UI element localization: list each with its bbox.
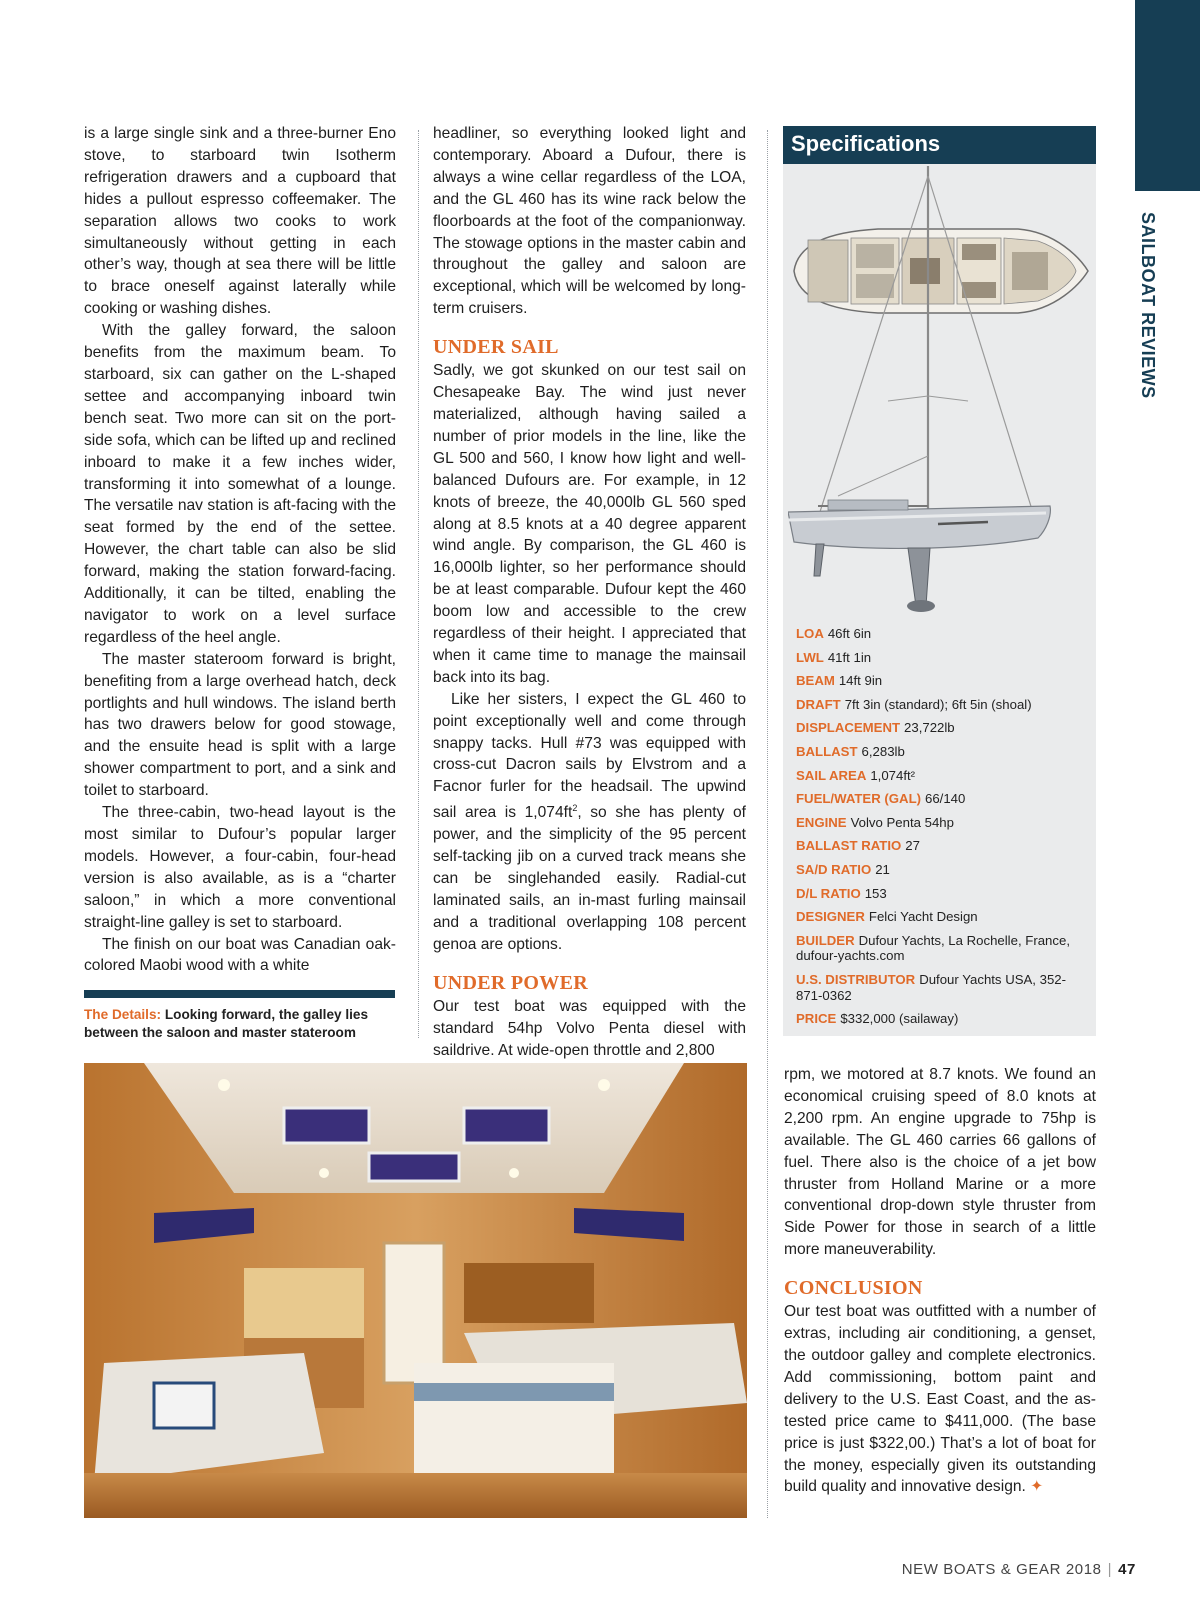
col1-paragraph: The three-cabin, two-head layout is the most similar to Dufour’s popular larger models. However, a four-cabin, four-head version is also available, as is a “charter saloon,” in which a more conventional straight-line galley is set to starboard. [84,804,396,931]
caption-lead: The Details: [84,1007,162,1022]
spec-value: 41ft 1in [827,649,872,665]
spec-row [796,720,1086,736]
spec-row [796,768,1086,784]
spec-row [796,838,1086,854]
spec-row [796,972,1086,1003]
col2-text: Like her sisters, I expect the GL 460 to point exceptionally well and come through snappy tacks. Hull #73 was equipped with cross-cut Dacron sails by Elvstrom and a Facnor furler for the headsail. The upwind sail area is 1,074ft [433,690,746,822]
section-tab [1135,0,1200,191]
col2-paragraph: Sadly, we got skunked on our test sail on Chesapeake Bay. The wind just never materialized, although having sailed a number of prior models in the line, like the GL 500 and 560, I know how light and well-balanced Dufours are. For example, in 12 knots of breeze, the 40,000lb GL 560 sped along at 8.5 knots at a 40 degree apparent wind angle. By comparison, the GL 460 is 16,000lb lighter, so her performance should be at least comparable. Dufour kept the 460 boom low and accessible to the crew regardless of their height. I appreciated that when it came time to manage the mainsail back into its bag. [433,362,746,686]
hull-profile [788,500,1050,612]
spec-key: U.S. DISTRIBUTOR [796,971,916,987]
caption-text: Looking forward, the galley lies between the saloon and master stateroom [84,1007,369,1040]
spec-key: BALLAST [796,743,858,759]
spec-key: BEAM [796,673,835,689]
col1-paragraph: The finish on our boat was Canadian oak-colored Maobi wood with a white [84,935,396,975]
specifications-header [783,126,1096,164]
spec-value: 21 [875,861,890,877]
column-3 [784,1064,1096,1498]
spec-value: Dufour Yachts, La Rochelle, France, dufour-yachts.com [796,932,1070,964]
page-number: 47 [1118,1561,1136,1578]
spec-value: Volvo Penta 54hp [850,814,954,830]
spec-key: D/L RATIO [796,885,861,901]
col3-text: Our test boat was outfitted with a number of extras, including air conditioning, a genset, the outdoor galley and complete electronics. Add commissioning, bottom paint and delivery to the U.S. East Coast, and the as-tested price came to $411,000. (The base price is just $322,00.) That’s a lot of boat for the money, especially given its outstanding build quality and innovative design. [784,1303,1096,1496]
column-divider [418,130,419,1038]
column-1 [84,123,396,977]
spec-row [796,697,1086,713]
col3-paragraph [784,1301,1096,1498]
spec-value: Dufour Yachts USA, 352-871-0362 [796,971,1067,1003]
specifications-list [796,626,1086,1035]
rigging [818,166,1034,526]
spec-key: PRICE [796,1011,837,1027]
spec-key: ENGINE [796,814,847,830]
yacht-drawing [788,166,1091,624]
subhead-conclusion: CONCLUSION [784,1277,923,1300]
end-mark-icon: ✦ [1030,1478,1044,1496]
col1-paragraph: The master stateroom forward is bright, benefiting from a large overhead hatch, deck portlights and hull windows. The island berth has two drawers below for good stowage, and the ensuite head is split with a large shower compartment to port, and a sink and toilet to starboard. [84,650,396,800]
spec-row [796,650,1086,666]
spec-value: Felci Yacht Design [868,909,978,925]
interior-photo [84,1063,747,1518]
spec-value: 66/140 [925,791,966,807]
spec-key: DESIGNER [796,909,865,925]
column-divider [767,130,768,1518]
spec-key: SAIL AREA [796,767,867,783]
spec-key: LWL [796,649,824,665]
superscript: 2 [572,803,578,814]
specifications-title: Specifications [791,131,941,156]
spec-row [796,791,1086,807]
spec-key: DISPLACEMENT [796,720,901,736]
spec-row [796,1011,1086,1027]
col2-paragraph: Our test boat was equipped with the standard 54hp Volvo Penta diesel with saildrive. At wide-open throttle and 2,800 [433,997,746,1059]
col2-paragraph [433,689,746,956]
spec-value: 1,074ft² [870,767,916,783]
spec-row [796,862,1086,878]
spec-value: 46ft 6in [827,626,872,641]
spec-key: LOA [796,626,824,641]
spec-value: 27 [905,838,920,854]
spec-value: 7ft 3in (standard); 6ft 5in (shoal) [844,696,1032,712]
page-footer [902,1561,1136,1578]
col2-text: , so she has plenty of power, and the simplicity of the 95 percent self-tacking jib on a curved track means she can be singlehanded easily. Radial-cut laminated sails, an in-mast furling mainsail and a traditional overlapping 108 percent genoa are options. [433,804,746,953]
section-label: SAILBOAT REVIEWS [1138,212,1158,399]
spec-value: 14ft 9in [838,673,883,689]
spec-row [796,626,1086,642]
spec-row [796,886,1086,902]
spec-key: BALLAST RATIO [796,838,902,854]
spec-row [796,815,1086,831]
column-2 [433,123,746,1062]
spec-row [796,909,1086,925]
spec-value: 6,283lb [861,743,905,759]
publication-name: NEW BOATS & GEAR 2018 [901,1561,1102,1578]
footer-separator: | [1107,1561,1113,1578]
spec-key: FUEL/WATER (GAL) [796,791,922,807]
spec-key: SA/D RATIO [796,861,872,877]
col2-paragraph: headliner, so everything looked light and contemporary. Aboard a Dufour, there is always a wine cellar regardless of the LOA, and the GL 460 has its wine rack below the floorboards at the foot of the companionway. The stowage options in the master cabin and throughout the galley and saloon are exceptional, which will be welcomed by long-term cruisers. [433,125,746,318]
caption-rule [84,990,395,998]
col1-paragraph: With the galley forward, the saloon benefits from the maximum beam. To starboard, six can gather on the L-shaped settee and accompanying inboard twin bench seat. Two more can sit on the port-side sofa, which can be lifted up and reclined inboard to make it a few inches wider, transforming it into somewhat of a lounge. The versatile nav station is aft-facing with the seat formed by the end of the settee. However, the chart table can also be slid forward, making the station forward-facing. Additionally, it can be tilted, enabling the navigator to work on a level surface regardless of the heel angle. [84,322,396,646]
col3-paragraph: rpm, we motored at 8.7 knots. We found an economical cruising speed of 8.0 knots at 2,200 rpm. An engine upgrade to 75hp is available. The GL 460 carries 66 gallons of fuel. There also is the choice of a jet bow thruster from Holland Marine or a more conventional drop-down style thruster from Side Power for those in search of a little more maneuverability. [784,1066,1096,1259]
spec-value: $332,000 (sailaway) [840,1011,959,1027]
subhead-under-sail: UNDER SAIL [433,336,559,359]
deck-plan [794,229,1088,313]
spec-key: BUILDER [796,932,855,948]
subhead-under-power: UNDER POWER [433,971,588,994]
photo-caption [84,1006,402,1042]
spec-value: 153 [864,885,887,901]
col1-paragraph: is a large single sink and a three-burner Eno stove, to starboard twin Isotherm refrigeration drawers and a cupboard that hides a pullout espresso coffeemaker. The separation allows two cooks to work simultaneously without getting in each other’s way, though at sea there will be little to brace oneself against laterally while cooking or washing dishes. [84,125,396,318]
spec-row [796,744,1086,760]
spec-row [796,933,1086,964]
spec-value: 23,722lb [904,720,955,736]
spec-key: DRAFT [796,696,841,712]
spec-row [796,673,1086,689]
